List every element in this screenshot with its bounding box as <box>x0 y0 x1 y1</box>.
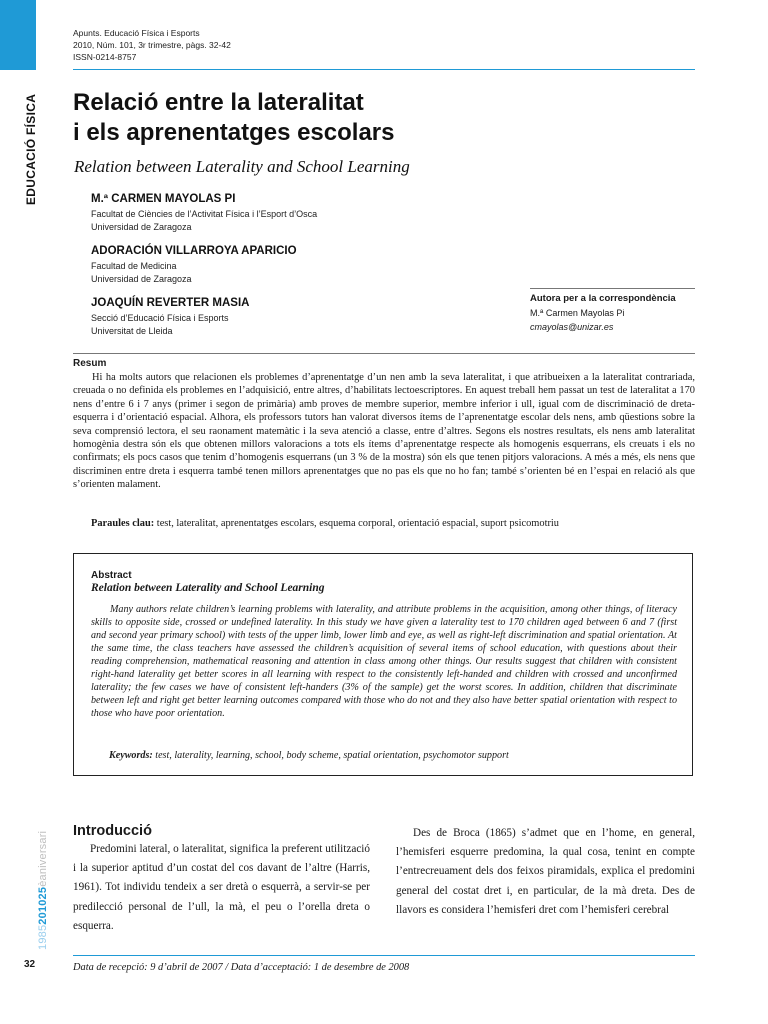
resum-text: Hi ha molts autors que relacionen els problemes d’aprenentatge d’un nen amb la seva lateralitat, i que atribueixen a la lateralitat contrariada, creuada o no definida els problemes en l’adquisició, entre altres, d’habilitats lectoescriptores. En aquest treball hem passat un test de lateralitat a 170 nens d’entre 6 i 7 anys (primer i segon de primària) amb proves de membre superior, membre inferior i ull, igual com de discriminació de dreta-esquerra i d’orientació espacial. Alhora, els professors tutors han valorat diversos ítems de l’aprenentatge escolar dels nens, amb qüestions sobre la seva comprensió lectora, el seu raonament matemàtic i la seva atenció a classe, entre d’altres. Segons els nostres resultats, els nens amb lateralitat homogènia destra són els que obtenen millors valoracions a tots els ítems d’aprenentatge respecte als homogenis esquerrans, els creuats i els no confirmats; els pocs casos que tenim d’homogenis esquerrans (un 3 % de la mostra) són els que tenen pitjors valoracions. A més a més, els nens que discriminen entre dreta i esquerra també tenen millors aprenentatges que no pas els que no ho fan; també s’orienten bé en l’espai en relació als que s’orienten malament. <box>73 372 695 491</box>
abstract-text: Many authors relate children’s learning problems with laterality, and attribute problems in the acquisition, among other things, of literacy skills to opposite side, crossed or undefined laterality. In this study we have given a laterality test to 170 children aged between 6 and 7 (first and second year primary school) with tests of the upper limb, lower limb and eye, as well as right-left discrimination and spatial orientation. At the same time, the class teachers have assessed the children’s acquisition of several items of school education, with questions about their reading comprehension, mathematical reasoning and attention in class among other things. Our results suggest that children with consistent right-hand laterality get better scores in all learning with respect to the consistently left-handed and children with crossed and unconfirmed laterality; the few cases we have of consistent left-handers (3% of the sample) get the worst scores. In addition, children that discriminate between left and right get better learning outcomes compared with those who do not and they also have better spatial orientation with respect to those who have poor orientation. <box>91 604 677 719</box>
resum-heading: Resum <box>73 358 107 369</box>
keywords-catalan-label: Paraules clau: <box>91 518 155 529</box>
footer-rule <box>73 955 695 956</box>
author-university: Universidad de Zaragoza <box>91 222 192 232</box>
page-number: 32 <box>24 959 36 970</box>
correspondence-label: Autora per a la correspondència <box>530 293 676 304</box>
article-title <box>73 88 395 148</box>
keywords-english-text: test, laterality, learning, school, body scheme, spatial orientation, psychomotor support <box>152 750 509 761</box>
anniversary-mark <box>37 831 49 950</box>
correspondence-rule <box>530 288 695 289</box>
keywords-catalan <box>91 518 695 529</box>
journal-issn: ISSN-0214-8757 <box>73 52 137 62</box>
author-affiliation: Secció d’Educació Física i Esports <box>91 313 229 323</box>
keywords-english <box>109 750 679 761</box>
english-title: Relation between Laterality and School Learning <box>74 157 410 176</box>
header-rule <box>73 69 695 70</box>
correspondence-name: M.ª Carmen Mayolas Pi <box>530 308 625 318</box>
intro-heading: Introducció <box>73 823 152 839</box>
intro-right-column: Des de Broca (1865) s’admet que en l’home, en general, l’hemisferi esquerre predomina, la qual cosa, tenint en compte l’entrecreuament dels dos feixos piramidals, explica el predomini general del costat dret i, en particular, de la mà dreta. Des de llavors es considera l’hemisferi dret com l’hemisferi cerebral <box>396 827 695 916</box>
title-line-1: Relació entre la lateralitat <box>73 89 364 116</box>
section-label: EDUCACIÓ FÍSICA <box>24 93 38 205</box>
journal-info <box>73 27 231 63</box>
anniversary-word: èaniversari <box>37 830 49 887</box>
keywords-catalan-text: test, lateralitat, aprenentatges escolars, esquema corporal, orientació espacial, suport psicomotriu <box>154 518 559 529</box>
author-block <box>91 193 317 234</box>
resum-rule <box>73 353 695 354</box>
author-block <box>91 245 297 286</box>
title-line-2: i els aprenentatges escolars <box>73 119 395 146</box>
author-university: Universitat de Lleida <box>91 326 173 336</box>
author-block <box>91 297 249 338</box>
author-affiliation: Facultat de Ciències de l’Activitat Física i l’Esport d’Osca <box>91 209 318 219</box>
author-name: JOAQUÍN REVERTER MASIA <box>91 297 250 309</box>
anniversary-count: 25 <box>37 886 49 900</box>
author-name: M.ª CARMEN MAYOLAS PI <box>91 193 236 205</box>
abstract-title: Relation between Laterality and School Learning <box>91 582 325 594</box>
journal-issue: 2010, Núm. 101, 3r trimestre, pàgs. 32-42 <box>73 40 231 50</box>
submission-dates: Data de recepció: 9 d’abril de 2007 / Data d’acceptació: 1 de desembre de 2008 <box>73 962 410 973</box>
author-affiliation: Facultad de Medicina <box>91 261 177 271</box>
journal-name: Apunts. Educació Física i Esports <box>73 28 200 38</box>
author-name: ADORACIÓN VILLARROYA APARICIO <box>91 245 297 257</box>
keywords-english-label: Keywords: <box>109 750 153 761</box>
anniversary-year-end: 2010 <box>37 899 49 925</box>
author-university: Universidad de Zaragoza <box>91 274 192 284</box>
intro-left-column: Predomini lateral, o lateralitat, significa la preferent utilització i la superior aptitud d’un costat del cos davant de l’altre (Harris, 1961). Tot individu tendeix a ser dretà o esquerrà, a servir-se per predilecció personal de l’ull, la mà, el peu o l’orella dreta o esquerra. <box>73 843 370 932</box>
anniversary-year-start: 1985 <box>37 924 49 950</box>
abstract-heading: Abstract <box>91 570 132 581</box>
section-color-tab <box>0 0 36 70</box>
correspondence-email[interactable]: cmayolas@unizar.es <box>530 322 614 332</box>
correspondence-block <box>530 292 676 334</box>
